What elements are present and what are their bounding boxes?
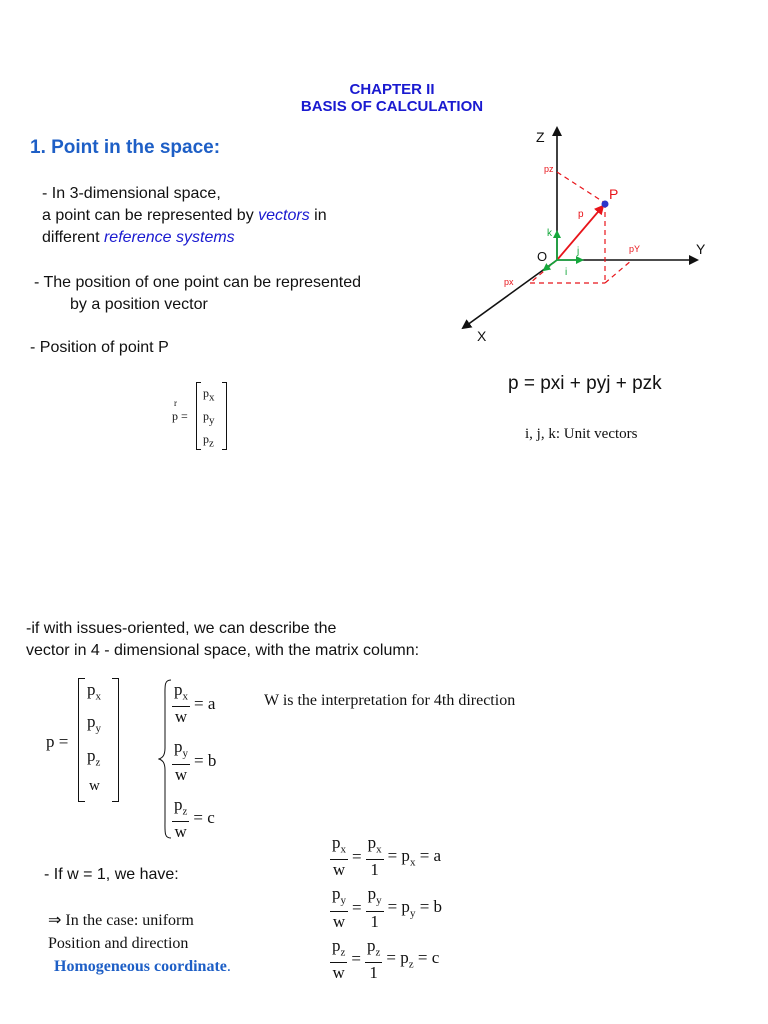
origin-label: O: [537, 249, 548, 264]
system-rhs-a: = a: [194, 693, 216, 713]
conclusion-line-1: ⇒ In the case: uniform: [48, 912, 194, 929]
vector-j-label: j: [577, 246, 580, 257]
unit-vectors-note: i, j, k: Unit vectors: [525, 426, 638, 442]
four-d-text: [26, 618, 419, 662]
axis-y-label: Y: [696, 241, 706, 257]
position-matrix: [170, 380, 240, 452]
four-d-bracket-left: [78, 678, 85, 802]
vector-equation-text: p = pxi + pyj + pzk: [508, 373, 662, 394]
matrix-entry-x: $p_x$: [203, 386, 215, 404]
vector-p-label: p: [578, 209, 584, 220]
matrix-entry-y: $p_y$: [203, 409, 215, 427]
matrix-entry-z: $p_z$: [203, 432, 214, 450]
w-one-label: - If w = 1, we have:: [44, 866, 179, 883]
vector-k-label: k: [547, 228, 552, 239]
intro-line-2-pre: a point can be represented by: [42, 207, 259, 224]
x-axis: [463, 260, 557, 328]
four-d-line-2: vector in 4 - dimensional space, with the matrix column:: [26, 642, 420, 659]
matrix-bracket-right: [222, 382, 227, 450]
position-line-1: - The position of one point can be represented: [34, 274, 362, 291]
system-row-a: $\frac{p_x}{w}$ = a: [174, 680, 216, 727]
four-d-entry-z: $p_z$: [87, 746, 101, 769]
system-rhs-b: = b: [194, 751, 217, 771]
intro-line-2: [42, 205, 327, 227]
w-one-equations: [330, 833, 442, 983]
py-label: pY: [629, 244, 641, 254]
intro-line-3-pre: different: [42, 229, 104, 246]
system-rhs-c: = c: [193, 808, 215, 828]
four-d-line-1: -if with issues-oriented, we can describe the: [26, 620, 337, 637]
position-line-2: by a position vector: [70, 296, 208, 313]
conclusion: [48, 909, 231, 978]
vector-equation: [508, 373, 662, 395]
four-d-lhs: p =: [46, 732, 69, 751]
vector-i-label: i: [565, 267, 568, 278]
vectors-term: vectors: [258, 207, 310, 224]
w-one-row-x: $\frac{p_x}{w}$ = $\frac{p_x}{1}$ = $p_x = a$: [332, 833, 442, 880]
px-label: px: [504, 277, 514, 287]
matrix-lhs: p =: [172, 409, 188, 423]
w-one-row-z: $\frac{p_z}{w}$ = $\frac{p_z}{1}$ = $p_z = c$: [332, 935, 440, 983]
conclusion-dot: .: [226, 958, 231, 975]
conclusion-line-2: Position and direction: [48, 935, 189, 952]
axis-z-label: Z: [536, 129, 545, 145]
system-equations: [172, 680, 216, 842]
matrix-r-mark: r: [174, 398, 177, 408]
coordinate-diagram: [440, 120, 740, 350]
intro-text: [42, 183, 327, 249]
point-p-label: P: [609, 186, 619, 202]
conclusion-line-3: [48, 955, 231, 978]
intro-line-1: - In 3-dimensional space,: [42, 185, 221, 202]
axis-x-label: X: [477, 328, 487, 344]
point-p-label: - Position of point P: [30, 339, 169, 356]
four-d-entry-w: w: [89, 778, 100, 794]
pz-label: pz: [544, 164, 554, 174]
four-d-entry-x: $p_x$: [87, 680, 101, 703]
intro-line-2-post: in: [309, 207, 327, 224]
reference-systems-term: reference systems: [103, 229, 235, 246]
w-one-row-y: $\frac{p_y}{w}$ = $\frac{p_y}{1}$ = $p_y = b$: [332, 884, 443, 931]
system-row-c: $\frac{p_z}{w}$ = c: [174, 794, 215, 842]
matrix-bracket-left: [196, 382, 201, 450]
four-d-bracket-right: [112, 678, 119, 802]
intro-line-3: [42, 227, 327, 249]
four-d-matrix: [46, 676, 126, 804]
chapter-title: CHAPTER II: [349, 81, 435, 98]
position-text: [34, 272, 361, 316]
section-heading: 1. Point in the space:: [30, 137, 221, 158]
system-row-b: $\frac{p_y}{w}$ = b: [174, 737, 217, 784]
w-interpretation-note: W is the interpretation for 4th direction: [264, 692, 516, 709]
point-p-dot: [602, 201, 609, 208]
four-d-entry-y: $p_y$: [87, 712, 101, 735]
homogeneous-coordinate-term: Homogeneous coordinate: [54, 958, 227, 975]
chapter-subtitle: BASIS OF CALCULATION: [300, 98, 484, 115]
